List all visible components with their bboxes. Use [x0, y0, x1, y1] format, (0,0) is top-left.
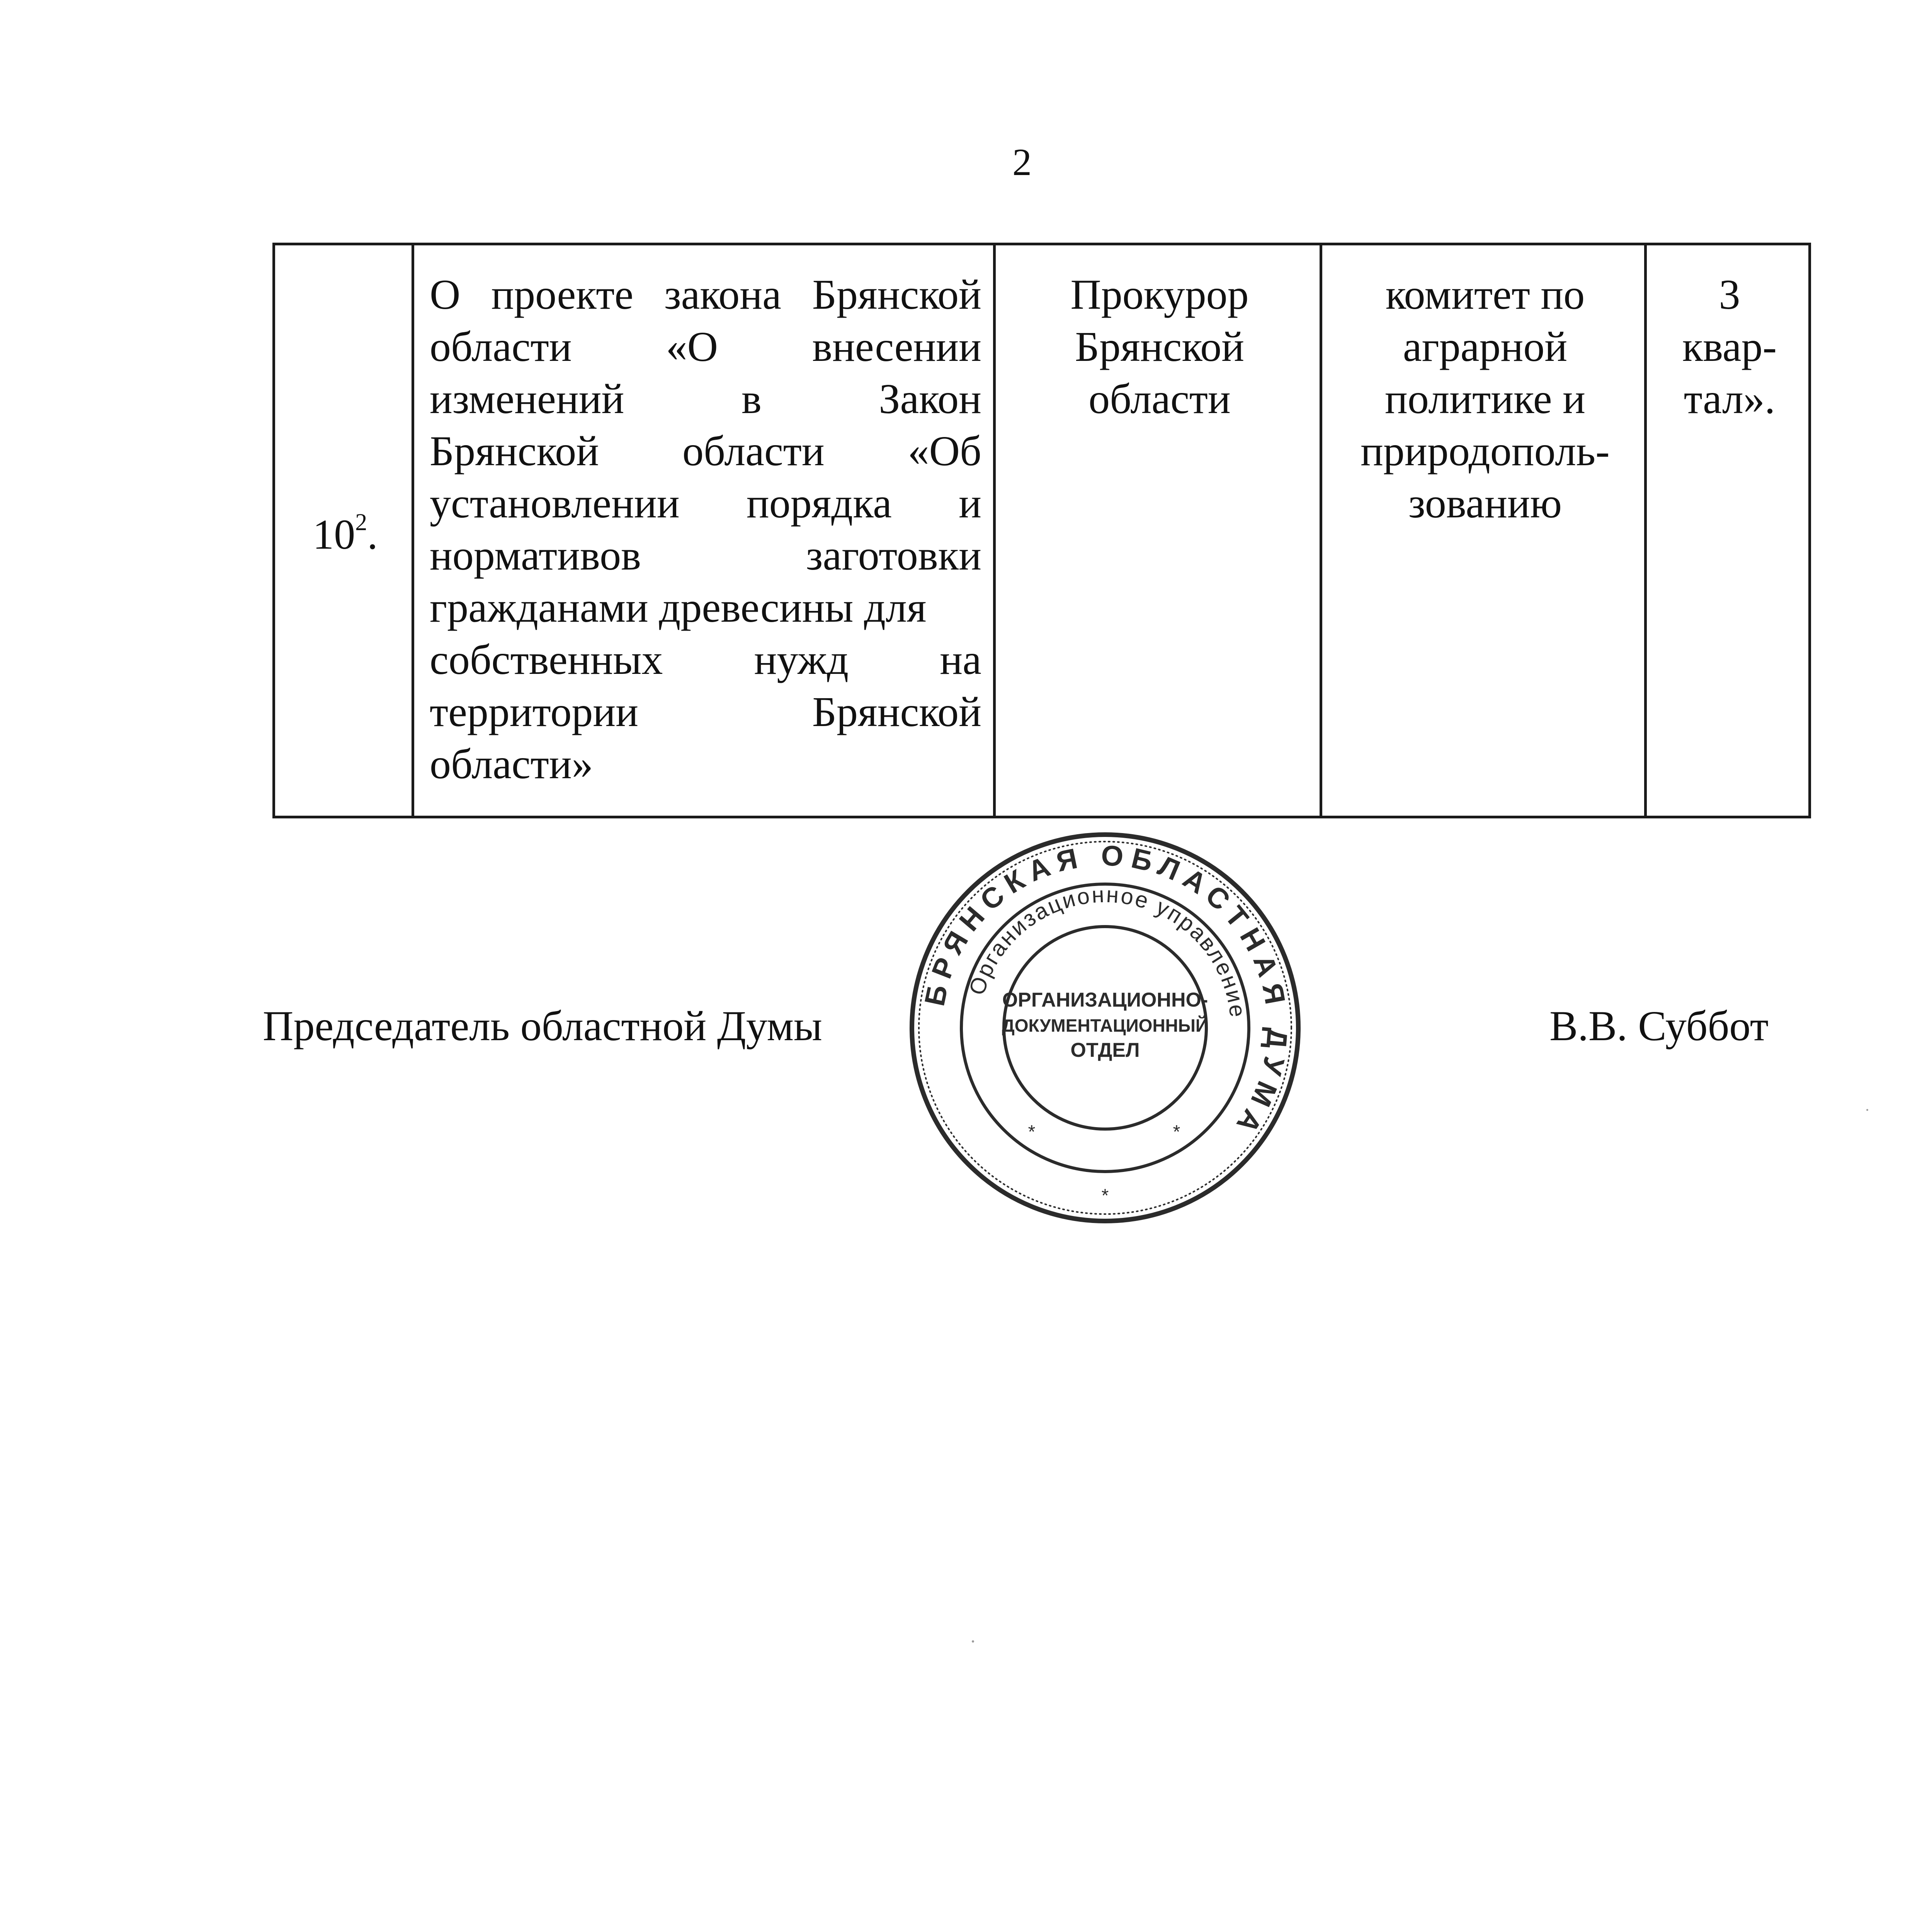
- bill-title-line: области»: [430, 740, 593, 787]
- bill-title-line: области «О внесении: [430, 323, 981, 370]
- seal-outer-text: БРЯНСКАЯ ОБЛАСТНАЯ ДУМА: [918, 839, 1294, 1145]
- row-number-superscript: 2: [355, 509, 367, 536]
- seal-star: *: [1101, 1185, 1109, 1206]
- term-line: тал».: [1684, 375, 1776, 422]
- term-line: квар-: [1682, 323, 1777, 370]
- term-line: 3: [1719, 271, 1740, 318]
- committee-cell: [1321, 244, 1646, 817]
- author-line: Прокурор: [1070, 271, 1249, 318]
- scan-speck: [1866, 1109, 1868, 1111]
- bill-title-line: собственных нужд на: [430, 636, 981, 683]
- committee-line: аграрной: [1403, 323, 1568, 370]
- committee-line: политике и: [1384, 375, 1585, 422]
- page-number: 2: [1012, 141, 1032, 184]
- bill-title-line: О проекте закона Брянской: [430, 271, 981, 318]
- bill-title-line: изменений в Закон: [430, 375, 981, 422]
- row-number-cell: [274, 244, 413, 817]
- committee-line: комитет по: [1385, 271, 1585, 318]
- term-cell: [1646, 244, 1810, 817]
- bill-title-cell: [413, 244, 995, 817]
- author-line: Брянской: [1075, 323, 1245, 370]
- scan-speck: [972, 1640, 974, 1643]
- committee-line: зованию: [1408, 480, 1562, 527]
- seal-inner-text: Организационное управление: [964, 882, 1251, 1020]
- row-number-suffix: .: [367, 510, 378, 558]
- bill-title-line: Брянской области «Об: [430, 427, 981, 474]
- row-number: 10: [313, 510, 355, 558]
- signatory-name: В.В. Суббот: [1549, 1002, 1769, 1049]
- seal-center-line: ОТДЕЛ: [1070, 1039, 1140, 1061]
- bill-title-line: нормативов заготовки: [430, 532, 981, 579]
- table-row: [274, 244, 1810, 817]
- committee-line: природополь-: [1361, 427, 1610, 474]
- plan-table: [272, 243, 1811, 818]
- bill-title-line: гражданами древесины для: [430, 584, 927, 631]
- bill-title-line: территории Брянской: [430, 688, 981, 735]
- official-seal: [908, 831, 1302, 1225]
- seal-star: *: [1028, 1122, 1036, 1142]
- seal-star: *: [1173, 1122, 1180, 1142]
- bill-title-line: установлении порядка и: [430, 480, 981, 527]
- signatory-position: Председатель областной Думы: [263, 1002, 822, 1049]
- author-line: области: [1088, 375, 1231, 422]
- seal-center-line: ОРГАНИЗАЦИОННО-: [1002, 989, 1208, 1011]
- author-cell: [995, 244, 1321, 817]
- seal-center-line: ДОКУМЕНТАЦИОННЫЙ: [1002, 1015, 1209, 1036]
